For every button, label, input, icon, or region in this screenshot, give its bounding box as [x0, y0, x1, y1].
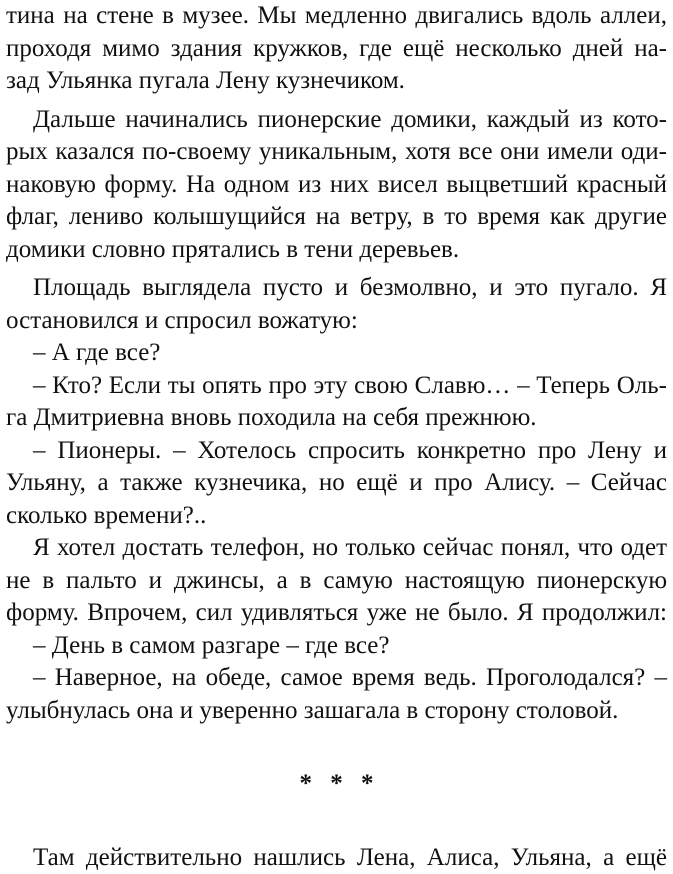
text-line: – Наверное, на обеде, самое время ведь. Проголодался? – — [6, 662, 667, 695]
text-line: Ульяну, а также кузнечика, но ещё и про Алису. – Сейчас — [6, 467, 667, 500]
paragraph — [6, 370, 667, 435]
text-line: улыбнулась она и уверенно зашагала в сторону столовой. — [6, 695, 667, 728]
paragraph — [6, 532, 667, 630]
paragraph — [6, 0, 667, 98]
text-line: не в пальто и джинсы, а в самую настоящую пионерскую — [6, 565, 667, 598]
text-line: га Дмитриевна вновь походила на себя прежнюю. — [6, 402, 667, 435]
text-line: Я хотел достать телефон, но только сейчас понял, что одет — [6, 532, 667, 565]
text-line: – Кто? Если ты опять про эту свою Славю… – Теперь Оль- — [6, 370, 667, 403]
paragraph — [6, 435, 667, 533]
text-line: рых казался по-своему уникальным, хотя все они имели оди- — [6, 136, 667, 169]
paragraph — [6, 104, 667, 267]
text-line: форму. Впрочем, сил удивляться уже не было. Я продолжил: — [6, 597, 667, 630]
paragraph — [6, 272, 667, 337]
text-line: сколько времени?.. — [6, 500, 667, 533]
text-line: – Пионеры. – Хотелось спросить конкретно про Лену и — [6, 435, 667, 468]
text-line: тина на стене в музее. Мы медленно двигались вдоль аллеи, — [6, 0, 667, 33]
text-line: – День в самом разгаре – где все? — [6, 630, 667, 663]
text-line: Там действительно нашлись Лена, Алиса, Ульяна, а ещё — [6, 842, 667, 874]
text-line: остановился и спросил вожатую: — [6, 305, 667, 338]
text-line: флаг, лениво колышущийся на ветру, в то время как другие — [6, 201, 667, 234]
text-line: наковую форму. На одном из них висел выцветший красный — [6, 169, 667, 202]
paragraph — [6, 842, 667, 874]
text-line: домики словно прятались в тени деревьев. — [6, 234, 667, 267]
text-line: зад Ульянка пугала Лену кузнечиком. — [6, 65, 667, 98]
paragraph — [6, 337, 667, 370]
paragraph — [6, 630, 667, 663]
text-line: проходя мимо здания кружков, где ещё несколько дней на- — [6, 33, 667, 66]
text-line: – А где все? — [6, 337, 667, 370]
text-line: Площадь выглядела пусто и безмолвно, и это пугало. Я — [6, 272, 667, 305]
text-line: Дальше начинались пионерские домики, каждый из кото- — [6, 104, 667, 137]
scene-break: * * * — [6, 768, 667, 801]
paragraph — [6, 662, 667, 727]
